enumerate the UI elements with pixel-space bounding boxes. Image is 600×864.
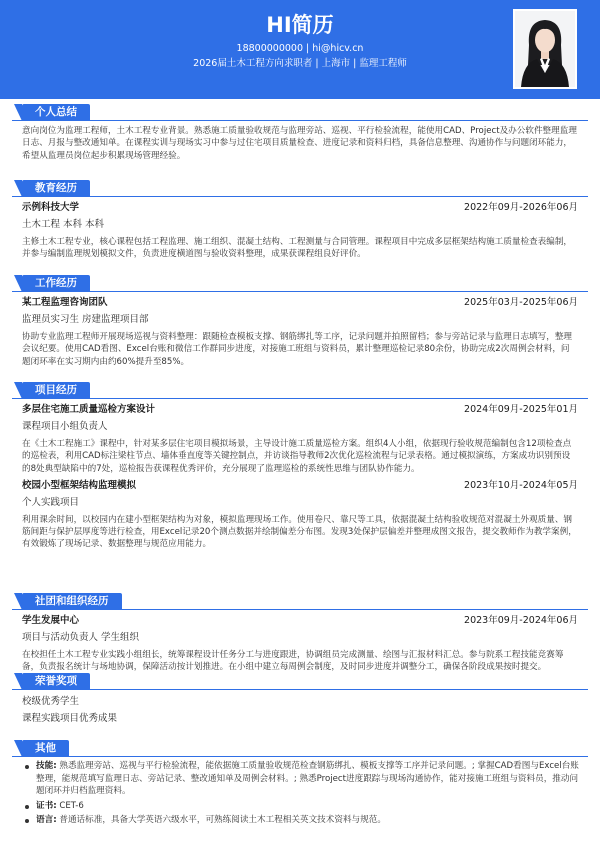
section-divider <box>12 291 588 292</box>
section-header <box>12 740 588 757</box>
entry-date: 2023年09月-2024年06月 <box>464 615 578 626</box>
entry-header <box>12 403 588 417</box>
section-title: 荣誉奖项 <box>22 673 90 690</box>
job-target: 2026届土木工程方向求职者 | 上海市 | 监理工程师 <box>193 58 407 69</box>
entry-date: 2022年09月-2026年06月 <box>464 202 578 213</box>
section-header <box>12 593 588 610</box>
item-text: 普通话标准，具备大学英语六级水平，可熟练阅读土木工程相关英文技术资料与规范。 <box>56 815 386 826</box>
list-item <box>22 800 580 813</box>
contact-info: 18800000000 | hi@hicv.cn <box>236 43 364 54</box>
bullet-icon <box>25 765 29 769</box>
profile-photo <box>513 9 577 89</box>
list-item <box>22 760 580 798</box>
entry-header <box>12 479 588 493</box>
award-item: 校级优秀学生 <box>22 696 80 707</box>
project-name: 多层住宅施工质量巡检方案设计 <box>22 404 156 415</box>
awards-section <box>12 673 588 726</box>
candidate-name: HI简历 <box>266 13 334 37</box>
item-text: 熟悉监理旁站、巡视与平行检验流程，能依据施工质量验收规范检查钢筋绑扎、模板支撑等工序并记录问题。; 掌握CAD看图与Excel台账整理，能规范填写监理日志、旁站记录、整改通知单及周例会材料。; 熟悉Project进度跟踪与现场沟通协作，能对接施工班组与资料员，推动问题闭环并归档监理资料。 <box>36 761 579 797</box>
portrait-image <box>515 11 575 87</box>
section-header <box>12 275 588 292</box>
school-name: 示例科技大学 <box>22 202 80 213</box>
section-title: 社团和组织经历 <box>22 593 122 610</box>
award-item: 课程实践项目优秀成果 <box>22 713 118 724</box>
entry-subtitle: 监理员实习生 房建监理项目部 <box>22 314 149 325</box>
section-title: 其他 <box>22 740 69 757</box>
other-section <box>12 740 588 829</box>
entry-date: 2024年09月-2025年01月 <box>464 404 578 415</box>
section-title: 教育经历 <box>22 180 90 197</box>
section-divider <box>12 609 588 610</box>
item-label: 证书: <box>36 800 57 811</box>
entry-header <box>12 296 588 310</box>
organization-name: 学生发展中心 <box>22 615 80 626</box>
section-title: 项目经历 <box>22 382 90 399</box>
summary-text: 意向岗位为监理工程师，土木工程专业背景。熟悉施工质量验收规范与监理旁站、巡视、平行检验流程，能使用CAD、Project及办公软件整理监理日志、月报与整改通知单。在课程实训与现场实习中参与过住宅项目质量检查、进度记录和资料归档，具备信息整理、沟通协作与问题闭环能力，希望从监理员岗位起步积累现场管理经验。 <box>22 126 577 161</box>
entry-description: 利用课余时间，以校园内在建小型框架结构为对象，模拟监理现场工作。使用卷尺、靠尺等工具，依据混凝土结构验收规范对混凝土外观质量、钢筋间距与保护层厚度等进行检查，用Excel记录20个测点数据并绘制偏差分布图。发现3处保护层偏差并整理成图文报告，提交教师作为教学案例，有效锻炼了现场记录、数据整理与规范应用能力。 <box>22 514 577 550</box>
company-name: 某工程监理咨询团队 <box>22 297 108 308</box>
section-header <box>12 382 588 399</box>
project-name: 校园小型框架结构监理模拟 <box>22 479 137 491</box>
entry-subtitle: 项目与活动负责人 学生组织 <box>22 632 140 643</box>
section-header <box>12 673 588 690</box>
entry-description: 主修土木工程专业，核心课程包括工程监理、施工组织、混凝土结构、工程测量与合同管理。课程项目中完成多层框架结构施工质量检查表编制，并参与编制监理规划模拟文件，负责进度横道图与验收资料整理，成果获课程组良好评价。 <box>22 237 573 260</box>
section-divider <box>12 756 588 757</box>
entry-description: 在《土木工程施工》课程中，针对某多层住宅项目模拟场景，主导设计施工质量巡检方案。组织4人小组，依据现行验收规范编制包含12项检查点的巡检表，利用CAD标注梁柱节点、墙体垂直度等关键控制点，并访谈指导教师2次优化巡检流程与记录表格。通过模拟演练，方案成功识别预设的8处典型缺陷中的7处，巡检报告获课程优秀评价，充分展现了监理巡检的系统性思维与团队协作能力。 <box>22 439 572 474</box>
section-divider <box>12 689 588 690</box>
entry-description: 在校担任土木工程专业实践小组组长，统筹课程设计任务分工与进度跟进，协调组员完成测量、绘图与汇报材料汇总。参与院系工程技能竞赛筹备，负责报名统计与场地协调，保障活动按计划推进。在小组中建立每周例会制度，及时同步进度并调整分工，确保各阶段成果按时提交。 <box>22 650 564 673</box>
campus-section <box>12 593 588 674</box>
section-divider <box>12 120 588 121</box>
section-divider <box>12 196 588 197</box>
resume-header <box>0 0 600 99</box>
section-title: 工作经历 <box>22 275 90 292</box>
entry-header <box>12 201 588 215</box>
entry-header <box>12 614 588 628</box>
entry-date: 2023年10月-2024年05月 <box>464 479 578 491</box>
section-header <box>12 104 588 121</box>
work-section <box>12 275 588 368</box>
education-section <box>12 180 588 261</box>
entry-subtitle: 课程项目小组负责人 <box>22 421 108 432</box>
bullet-icon <box>25 819 29 823</box>
section-header <box>12 180 588 197</box>
other-list <box>12 760 588 827</box>
section-title: 个人总结 <box>22 104 90 121</box>
entry-subtitle: 土木工程 本科 本科 <box>22 219 105 230</box>
summary-section <box>12 104 588 162</box>
bullet-icon <box>25 805 29 809</box>
list-item <box>22 814 580 827</box>
entry-date: 2025年03月-2025年06月 <box>464 297 578 308</box>
item-label: 语言: <box>36 815 57 826</box>
projects-section <box>12 382 588 551</box>
section-divider <box>12 398 588 399</box>
item-label: 技能: <box>36 761 57 771</box>
entry-description: 协助专业监理工程师开展现场巡视与资料整理：跟随检查模板支撑、钢筋绑扎等工序，记录问题并拍照留档；参与旁站记录与监理日志填写，整理会议纪要。使用CAD看图、Excel台账和微信工作群同步进度，对接施工班组与资料员，累计整理巡检记录80余份，协助完成2次周例会材料，问题闭环率在实习期内由约60%提升至85%。 <box>22 332 573 367</box>
entry-subtitle: 个人实践项目 <box>22 496 80 508</box>
item-text: CET-6 <box>56 800 84 811</box>
